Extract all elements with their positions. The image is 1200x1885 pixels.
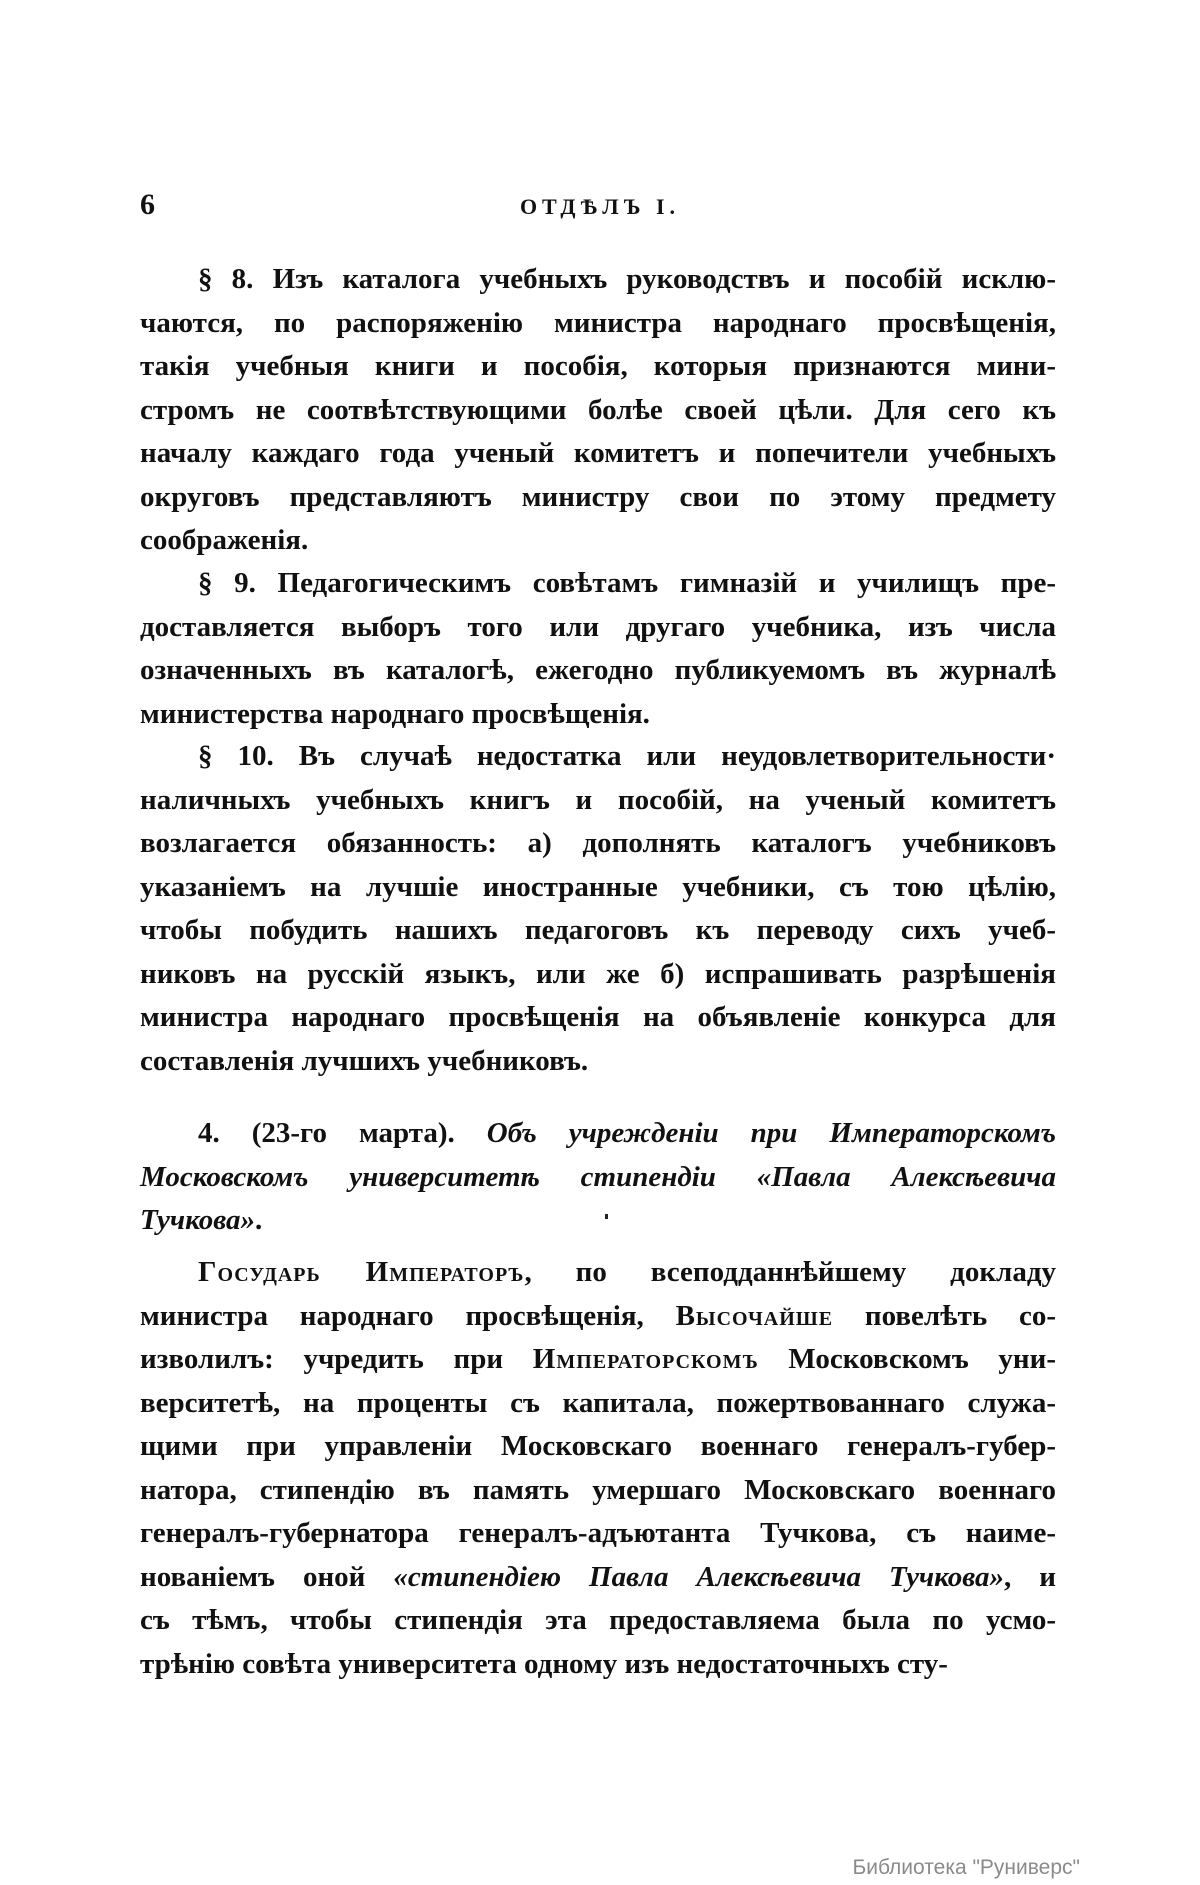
text-segment: началу каждаго года ученый комитетъ и попечители учебныхъ [140,437,1056,469]
text-segment: никовъ на русскій языкъ, или же б) испрашивать разрѣшенія [140,957,1056,990]
text-segment: съ тѣмъ, чтобы стипендія эта предоставляема была по усмо- [140,1604,1056,1636]
text-line [140,1156,1056,1200]
text-line [140,606,1056,650]
text-line [140,909,1056,953]
text-segment: генералъ-губернатора генералъ-адъютанта Тучкова, съ наиме- [140,1517,1056,1549]
text-segment: , и [1004,1560,1056,1593]
small-caps-text: Высочайше [675,1299,834,1332]
page-number: 6 [140,188,155,221]
text-segment: такія учебныя книги и пособія, которыя признаются мини- [140,350,1056,382]
italic-text: Московскомъ университетѣ стипендіи «Павла Алексѣевича [140,1160,1056,1193]
text-line [140,519,1056,563]
text-segment: трѣнію совѣта университета одному изъ недостаточныхъ сту- [140,1647,948,1680]
text-segment: Московскомъ уни- [758,1343,1056,1375]
text-segment: наличныхъ учебныхъ книгъ и пособій, на ученый комитетъ [140,783,1056,816]
text-segment: чаются, по распоряженію министра народнаго просвѣщенія, [140,306,1056,339]
italic-text: «стипендіею Павла Алексѣевича Тучкова» [393,1560,1005,1593]
italic-text: Тучкова» [140,1204,255,1236]
text-segment: щими при управленіи Московскаго военнаго генералъ-губер- [140,1430,1056,1462]
text-line [140,345,1056,389]
paragraph-10 [140,735,1056,1083]
text-segment: означенныхъ въ каталогѣ, ежегодно публикуемомъ въ журналѣ [140,654,1056,686]
print-speck [605,1214,608,1219]
text-line [140,779,1056,823]
italic-text: Объ учрежденіи при Императорскомъ [486,1117,1056,1149]
text-line [140,822,1056,866]
text-segment: верситетѣ, на проценты съ капитала, пожертвованнаго служа- [140,1386,1056,1419]
text-line [140,1599,1056,1643]
text-line [140,1295,1056,1339]
text-line [140,476,1056,520]
text-segment: , по всеподданнѣйшему докладу [524,1256,1056,1288]
section-title: ОТДѢЛЪ I. [519,194,681,219]
text-segment: § 8. Изъ каталога учебныхъ руководствъ и пособій исклю- [198,263,1056,295]
text-line [140,389,1056,433]
text-segment: § 9. Педагогическимъ совѣтамъ гимназій и училищъ пре- [198,567,1056,599]
text-line [140,996,1056,1040]
text-segment: стромъ не соотвѣтствующими болѣе своей цѣли. Для сего къ [140,393,1056,426]
text-segment: чтобы побудить нашихъ педагоговъ къ переводу сихъ учеб- [140,914,1056,946]
text-line [140,693,1056,737]
text-segment: . [254,1204,263,1236]
decree-body [140,1251,1056,1686]
text-segment: министра народнаго просвѣщенія, [140,1299,676,1332]
small-caps-text: Императорскомъ [532,1343,759,1375]
text-line [140,1643,1056,1687]
text-line [140,1251,1056,1295]
text-line [140,258,1056,302]
text-line [140,1199,1056,1243]
text-line [140,866,1056,910]
text-segment: соображенія. [140,524,309,556]
text-line [140,1338,1056,1382]
text-line [140,1425,1056,1469]
text-line [140,1512,1056,1556]
text-segment: составленія лучшихъ учебниковъ. [140,1044,589,1077]
text-line [140,1040,1056,1084]
text-line [140,1469,1056,1513]
text-segment: 4. (23-го марта). [198,1117,487,1149]
text-segment: министерства народнаго просвѣщенія. [140,697,650,730]
text-line [140,1382,1056,1426]
text-line [140,649,1056,693]
text-segment: указаніемъ на лучшіе иностранные учебники, съ тою цѣлію, [140,870,1056,903]
text-line [140,302,1056,346]
library-watermark: Библиотека "Руниверс" [852,1856,1080,1879]
text-line [140,562,1056,606]
text-line [140,735,1056,779]
text-segment: § 10. Въ случаѣ недостатка или неудовлетворительности· [198,740,1056,772]
text-line [140,953,1056,997]
small-caps-text: Государь Императоръ [198,1256,525,1288]
text-segment: нованіемъ оной [140,1560,394,1593]
paragraph-8 [140,258,1056,563]
paragraph-9 [140,562,1056,736]
text-segment: министра народнаго просвѣщенія на объявленіе конкурса для [140,1001,1056,1033]
text-segment: доставляется выборъ того или другаго учебника, изъ числа [140,610,1056,643]
text-segment: повелѣть со- [833,1299,1056,1332]
text-segment: натора, стипендію въ память умершаго Московскаго военнаго [140,1473,1056,1506]
text-segment: изволилъ: учредить при [140,1343,533,1375]
decree-title [140,1112,1056,1243]
text-segment: возлагается обязанность: а) дополнять каталогъ учебниковъ [140,827,1056,859]
text-segment: округовъ представляютъ министру свои по этому предмету [140,480,1056,513]
text-line [140,432,1056,476]
text-line [140,1556,1056,1600]
text-line [140,1112,1056,1156]
